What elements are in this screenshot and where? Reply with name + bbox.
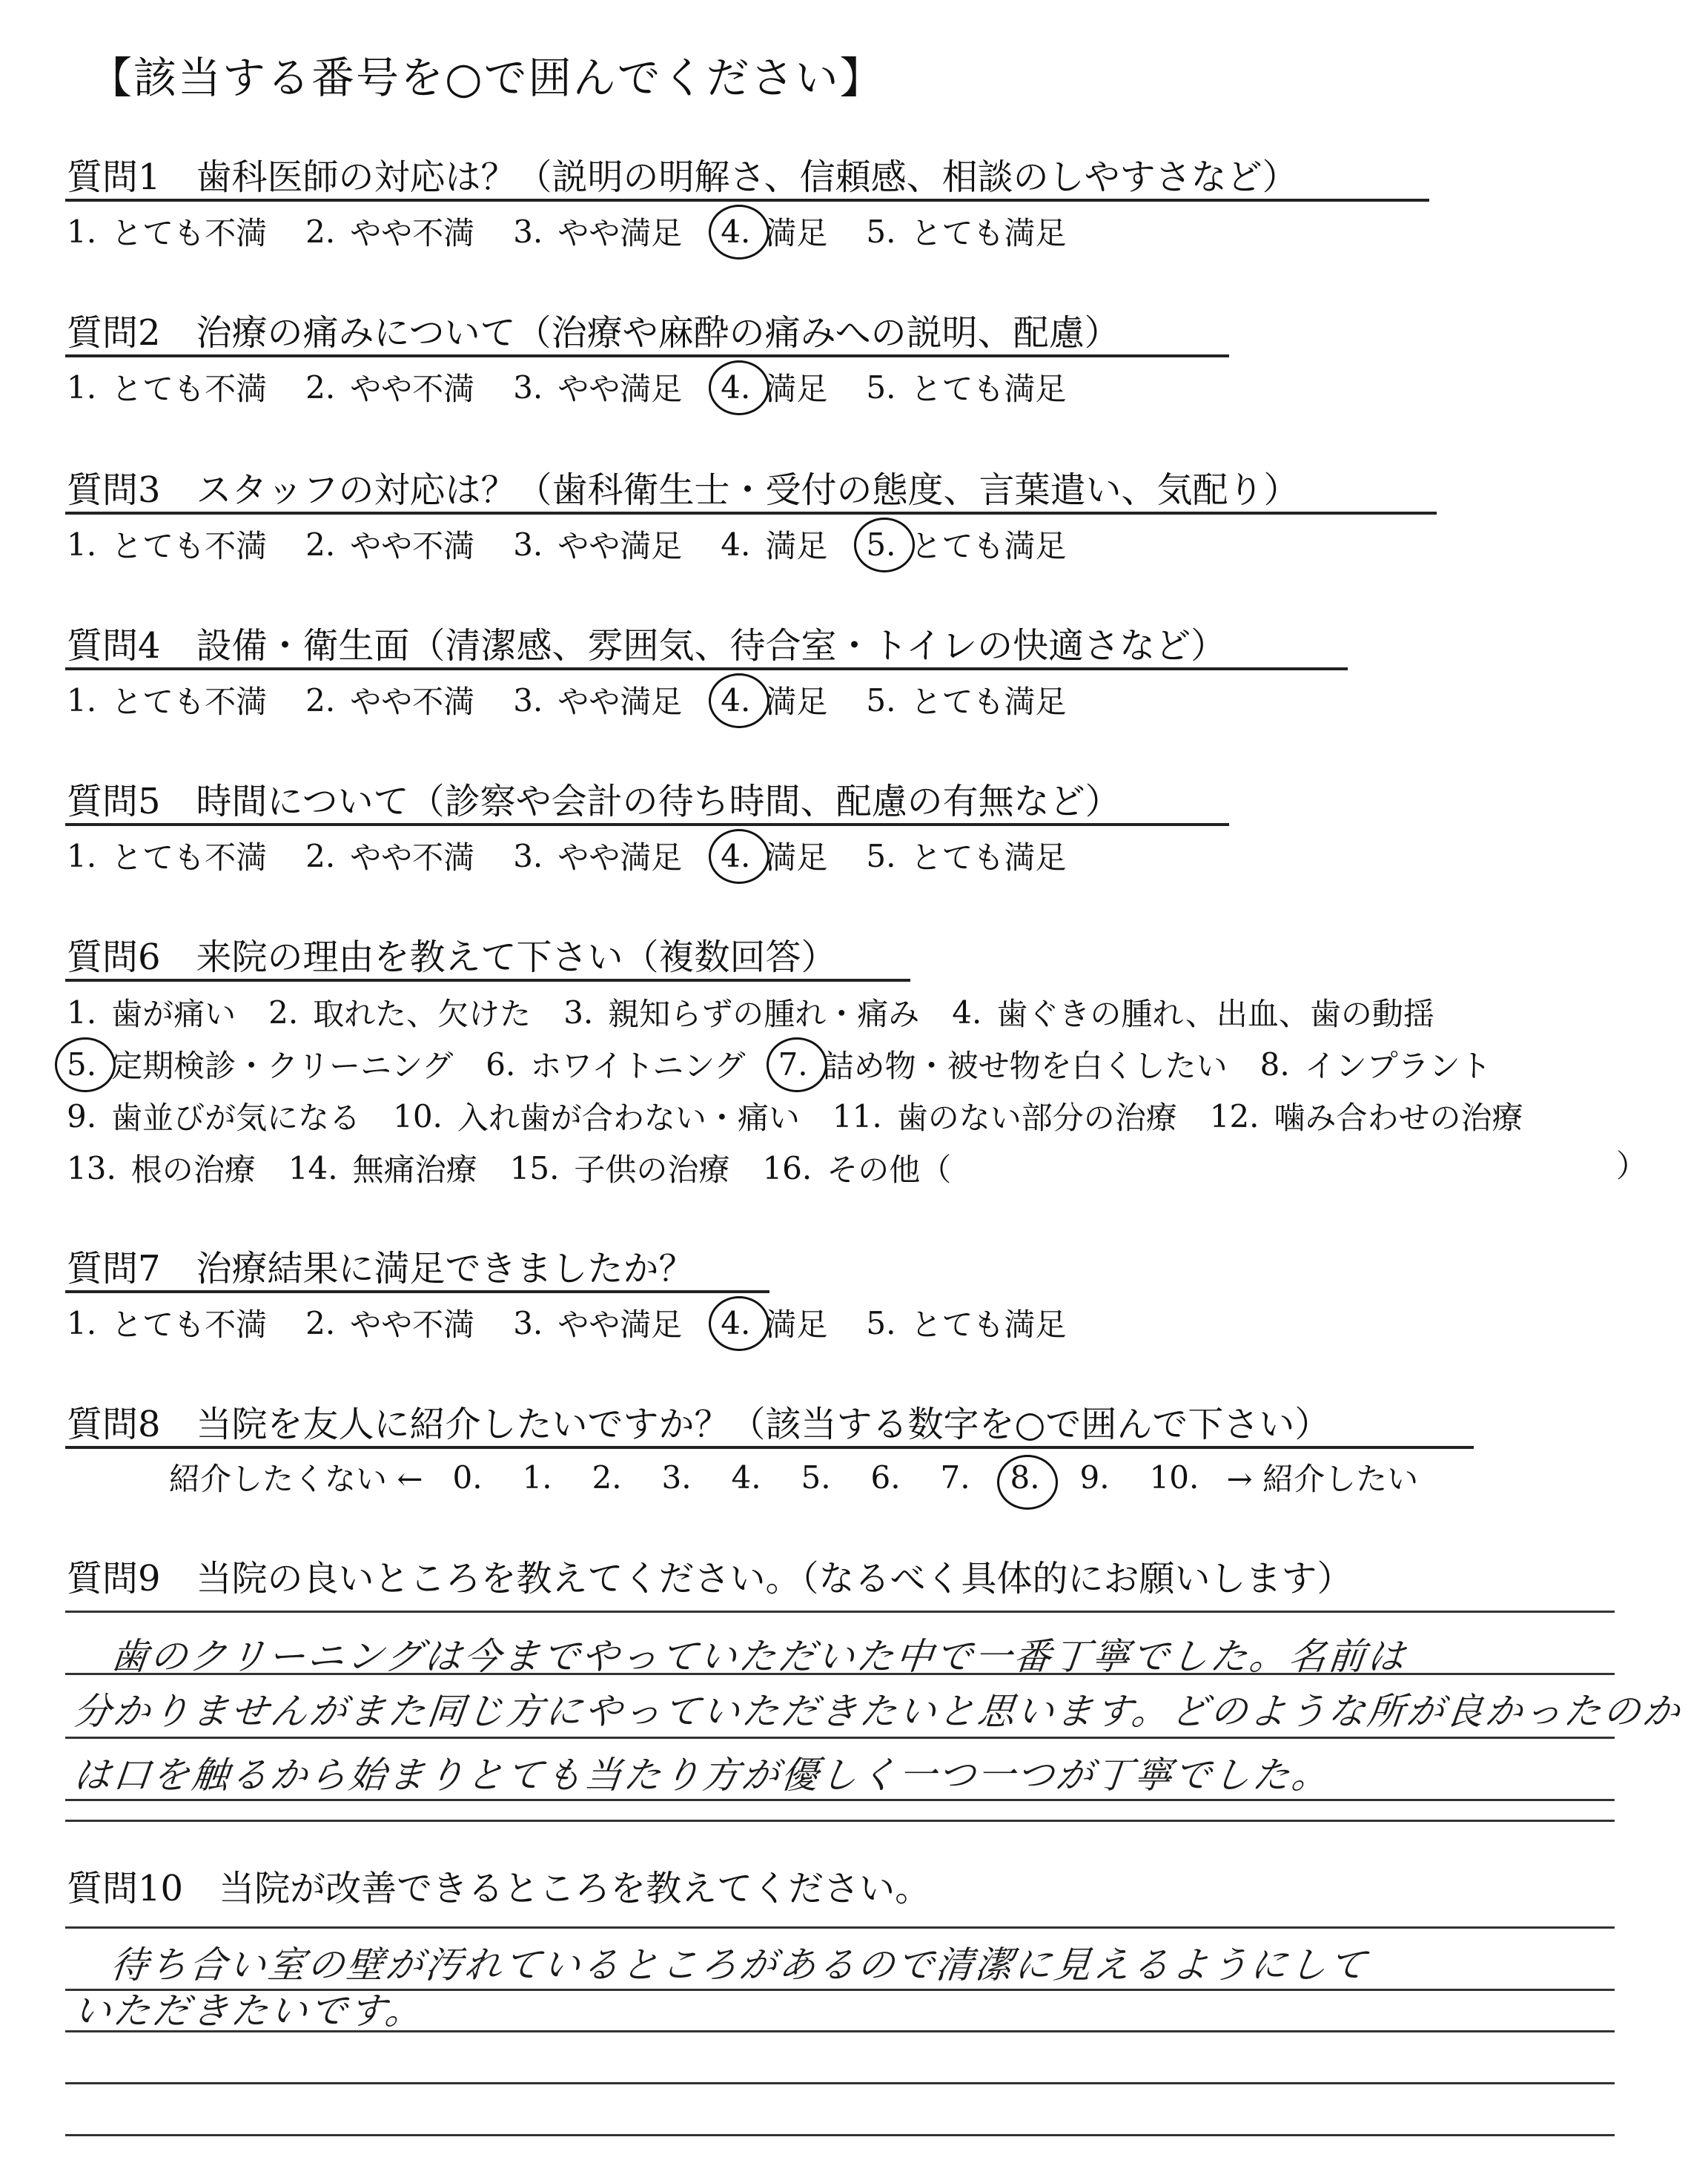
scale-value[interactable]: 0. [452, 1459, 483, 1496]
q9-rule-3 [65, 1737, 1615, 1739]
option-label: 親知らずの腫れ・痛み [608, 996, 920, 1032]
option-number: 1. [67, 681, 97, 719]
option-number: 2. [305, 369, 336, 406]
option-label: 歯が痛い [111, 996, 236, 1032]
option-label: とても満足 [910, 215, 1067, 251]
option-label: やや満足 [557, 1307, 683, 1343]
question-10-label: 質問10 当院が改善できるところを教えてください。 [67, 1868, 931, 1909]
option-number: 1. [67, 369, 97, 406]
reason-option[interactable] [1260, 1042, 1492, 1086]
question-8-scale [169, 1455, 1418, 1499]
option-number: 9. [67, 1097, 97, 1135]
option-3[interactable] [513, 365, 682, 409]
reason-option[interactable] [762, 1146, 951, 1190]
option-number: 1. [67, 837, 97, 874]
option-label: ホワイトニング [530, 1048, 746, 1084]
reason-option[interactable] [563, 990, 919, 1034]
question-5-underline [65, 823, 1229, 826]
option-1[interactable] [67, 365, 267, 409]
question-7-options [67, 1301, 1105, 1345]
option-label: やや満足 [557, 839, 683, 876]
option-4-circled[interactable] [721, 678, 827, 722]
option-number: 1. [67, 526, 97, 563]
option-label: 子供の治療 [574, 1152, 730, 1188]
question-8-label: 質問8 当院を友人に紹介したいですか？（該当する数字を○で囲んで下さい） [67, 1404, 1331, 1445]
option-label: その他（ [827, 1152, 952, 1188]
option-5-circled[interactable] [866, 522, 1066, 567]
option-label: とても不満 [111, 1307, 268, 1343]
option-label: とても不満 [111, 528, 268, 564]
q10-rule-5 [65, 2134, 1615, 2136]
option-label: とても不満 [111, 684, 268, 720]
option-label: 満足 [765, 371, 828, 407]
option-1[interactable] [67, 1301, 267, 1345]
question-2-underline [65, 354, 1229, 357]
reason-option[interactable] [67, 1146, 256, 1190]
option-label: 満足 [765, 1307, 828, 1343]
option-label: 満足 [765, 215, 828, 251]
question-6-close-paren: ） [1616, 1148, 1648, 1184]
question-1-label: 質問1 歯科医師の対応は？（説明の明解さ、信頼感、相談のしやすさなど） [67, 156, 1298, 198]
q9-answer-line-3: は口を触るから始まりとても当たり方が優しく一つ一つが丁寧でした。 [71, 1754, 1334, 1797]
option-1[interactable] [67, 678, 267, 722]
option-1[interactable] [67, 833, 267, 878]
scale-left-label: 紹介したくない ← [169, 1461, 423, 1497]
option-2[interactable] [305, 1301, 474, 1345]
question-2-options [67, 365, 1105, 409]
option-4-circled[interactable] [721, 209, 827, 254]
page-title: 【該当する番号を○で囲んでください】 [89, 53, 884, 103]
reason-option[interactable] [952, 990, 1434, 1034]
option-number: 3. [513, 369, 543, 406]
question-3-underline [65, 512, 1437, 515]
option-number: 4. [721, 681, 751, 719]
question-6-row-3 [67, 1090, 1556, 1142]
option-label: 取れた、欠けた [313, 996, 532, 1032]
option-number: 16. [762, 1149, 812, 1186]
option-5[interactable] [866, 833, 1066, 878]
option-3[interactable] [513, 678, 682, 722]
question-8-underline [65, 1446, 1474, 1449]
reason-option[interactable] [833, 1094, 1177, 1138]
question-6-row-2 [67, 1038, 1556, 1090]
option-number: 12. [1209, 1097, 1260, 1135]
option-label: とても不満 [111, 371, 268, 407]
option-4-circled[interactable] [721, 1301, 827, 1345]
option-number: 4. [721, 1304, 751, 1341]
reason-option[interactable] [67, 1094, 360, 1138]
option-number: 2. [305, 213, 336, 250]
option-5[interactable] [866, 1301, 1066, 1345]
question-3-options [67, 522, 1105, 567]
option-label: 歯並びが気になる [111, 1100, 361, 1136]
option-number: 5. [866, 681, 896, 719]
option-number: 14. [288, 1149, 338, 1186]
option-1[interactable] [67, 522, 267, 567]
option-3[interactable] [513, 209, 682, 254]
reason-option[interactable] [510, 1146, 730, 1190]
option-label: やや不満 [350, 371, 475, 407]
question-6-underline [65, 979, 910, 982]
option-2[interactable] [305, 365, 474, 409]
option-label: やや不満 [350, 1307, 475, 1343]
scale-value[interactable]: 9. [1079, 1459, 1110, 1496]
option-label: 満足 [765, 839, 828, 876]
option-number: 2. [305, 1304, 336, 1341]
option-number: 3. [563, 994, 594, 1031]
question-5-label: 質問5 時間について（診察や会計の待ち時間、配慮の有無など） [67, 781, 1121, 822]
option-label: やや満足 [557, 528, 683, 564]
option-3[interactable] [513, 522, 682, 567]
option-label: やや満足 [557, 371, 683, 407]
option-4-circled[interactable] [721, 833, 827, 878]
option-number: 5. [866, 526, 896, 563]
option-2[interactable] [305, 522, 474, 567]
option-number: 2. [305, 681, 336, 719]
scale-value[interactable]: 3. [661, 1459, 692, 1496]
question-4-label: 質問4 設備・衛生面（清潔感、雰囲気、待合室・トイレの快適さなど） [67, 625, 1227, 667]
option-number: 4. [952, 994, 982, 1031]
option-number: 1. [67, 994, 97, 1031]
option-label: とても満足 [910, 684, 1067, 720]
option-2[interactable] [305, 678, 474, 722]
option-number: 4. [721, 369, 751, 406]
option-label: 無痛治療 [352, 1152, 477, 1188]
option-2[interactable] [305, 833, 474, 878]
option-number: 2. [305, 526, 336, 563]
option-label: とても不満 [111, 215, 268, 251]
option-number: 4. [721, 526, 751, 563]
option-4[interactable] [721, 522, 827, 567]
reason-option[interactable] [486, 1042, 745, 1086]
option-number: 3. [513, 837, 543, 874]
option-3[interactable] [513, 833, 682, 878]
option-label: とても満足 [910, 528, 1067, 564]
option-number: 3. [513, 681, 543, 719]
scale-value[interactable]: 4. [731, 1459, 761, 1496]
option-5[interactable] [866, 678, 1066, 722]
question-6-options [67, 986, 1556, 1194]
option-label: とても満足 [910, 1307, 1067, 1343]
reason-option[interactable] [1210, 1094, 1523, 1138]
scale-numbers [453, 1459, 1219, 1496]
scale-value[interactable]: 2. [592, 1459, 622, 1496]
option-number: 10. [393, 1097, 443, 1135]
option-label: やや満足 [557, 215, 683, 251]
option-label: とても満足 [910, 839, 1067, 876]
question-4-options [67, 678, 1105, 722]
q10-rule-4 [65, 2082, 1615, 2084]
question-6-label: 質問6 来院の理由を教えて下さい（複数回答） [67, 937, 837, 978]
q9-rule-1 [65, 1611, 1615, 1613]
scale-value[interactable]: 10. [1149, 1459, 1199, 1496]
option-number: 7. [778, 1046, 808, 1083]
option-number: 5. [866, 369, 896, 406]
option-label: 歯のない部分の治療 [896, 1100, 1177, 1136]
question-1-underline [65, 199, 1429, 202]
option-label: 歯ぐきの腫れ、出血、歯の動揺 [996, 996, 1434, 1032]
question-6-row-4 [67, 1142, 1556, 1194]
option-number: 2. [268, 994, 299, 1031]
q10-answer-line-2: いただきたいです。 [71, 1989, 427, 2032]
question-3-label: 質問3 スタッフの対応は？（歯科衛生士・受付の態度、言葉遣い、気配り） [67, 469, 1300, 511]
question-2-label: 質問2 治療の痛みについて（治療や麻酔の痛みへの説明、配慮） [67, 312, 1120, 354]
option-label: 満足 [765, 684, 828, 720]
option-label: やや満足 [557, 684, 683, 720]
option-label: 噛み合わせの治療 [1274, 1100, 1523, 1136]
reason-option[interactable] [67, 990, 236, 1034]
question-5-options [67, 833, 1105, 878]
question-1-options [67, 209, 1105, 254]
option-number: 2. [305, 837, 336, 874]
option-label: とても満足 [910, 371, 1067, 407]
scale-value[interactable]: 5. [801, 1459, 831, 1496]
reason-option-circled[interactable] [67, 1042, 453, 1086]
option-4-circled[interactable] [721, 365, 827, 409]
option-number: 4. [721, 213, 751, 250]
option-number: 3. [513, 213, 543, 250]
option-number: 4. [721, 837, 751, 874]
option-5[interactable] [866, 365, 1066, 409]
option-label: 定期検診・クリーニング [111, 1048, 454, 1084]
option-label: 詰め物・被せ物を白くしたい [822, 1048, 1228, 1084]
q9-answer-line-2: 分かりませんがまた同じ方にやっていただきたいと思います。どのような所が良かったのか [71, 1690, 1684, 1733]
option-number: 5. [67, 1046, 97, 1083]
question-4-underline [65, 667, 1348, 670]
option-number: 5. [866, 1304, 896, 1341]
option-2[interactable] [305, 209, 474, 254]
option-number: 5. [866, 837, 896, 874]
scale-value[interactable]: 6. [870, 1459, 901, 1496]
option-number: 13. [67, 1149, 116, 1186]
option-number: 5. [866, 213, 896, 250]
question-7-underline [65, 1290, 769, 1293]
option-3[interactable] [513, 1301, 682, 1345]
scale-value[interactable]: 7. [940, 1459, 970, 1496]
reason-option-circled[interactable] [778, 1042, 1228, 1086]
option-label: やや不満 [350, 684, 475, 720]
reason-option[interactable] [268, 990, 531, 1034]
option-label: やや不満 [350, 839, 475, 876]
q9-rule-4 [65, 1799, 1615, 1801]
q10-answer-line-1: 待ち合い室の壁が汚れているところがあるので清潔に見えるようにして [108, 1943, 1371, 1986]
option-label: やや不満 [350, 215, 475, 251]
option-label: インプラント [1304, 1048, 1492, 1084]
option-number: 3. [513, 526, 543, 563]
option-label: やや不満 [350, 528, 475, 564]
scale-value-circled[interactable]: 8. [1010, 1459, 1067, 1496]
option-1[interactable] [67, 209, 267, 254]
question-6-row-1 [67, 986, 1556, 1038]
option-number: 11. [832, 1097, 882, 1135]
reason-option[interactable] [288, 1146, 477, 1190]
option-label: 根の治療 [130, 1152, 256, 1188]
option-label: 満足 [765, 528, 828, 564]
option-label: 入れ歯が合わない・痛い [457, 1100, 800, 1136]
option-number: 15. [509, 1149, 560, 1186]
option-label: とても不満 [111, 839, 268, 876]
scale-value[interactable]: 1. [522, 1459, 552, 1496]
option-number: 1. [67, 1304, 97, 1341]
reason-option[interactable] [393, 1094, 800, 1138]
option-5[interactable] [866, 209, 1066, 254]
option-number: 3. [513, 1304, 543, 1341]
q10-rule-1 [65, 1926, 1615, 1929]
option-number: 1. [67, 213, 97, 250]
q9-answer-line-1: 歯のクリーニングは今までやっていただいた中で一番丁寧でした。名前は [108, 1635, 1409, 1678]
scale-right-label: → 紹介したい [1226, 1461, 1419, 1497]
question-9-label: 質問9 当院の良いところを教えてください。（なるべく具体的にお願いします） [67, 1558, 1353, 1599]
question-7-label: 質問7 治療結果に満足できましたか？ [67, 1248, 695, 1289]
q9-rule-5 [65, 1820, 1615, 1822]
option-number: 6. [486, 1046, 516, 1083]
option-number: 8. [1260, 1046, 1290, 1083]
